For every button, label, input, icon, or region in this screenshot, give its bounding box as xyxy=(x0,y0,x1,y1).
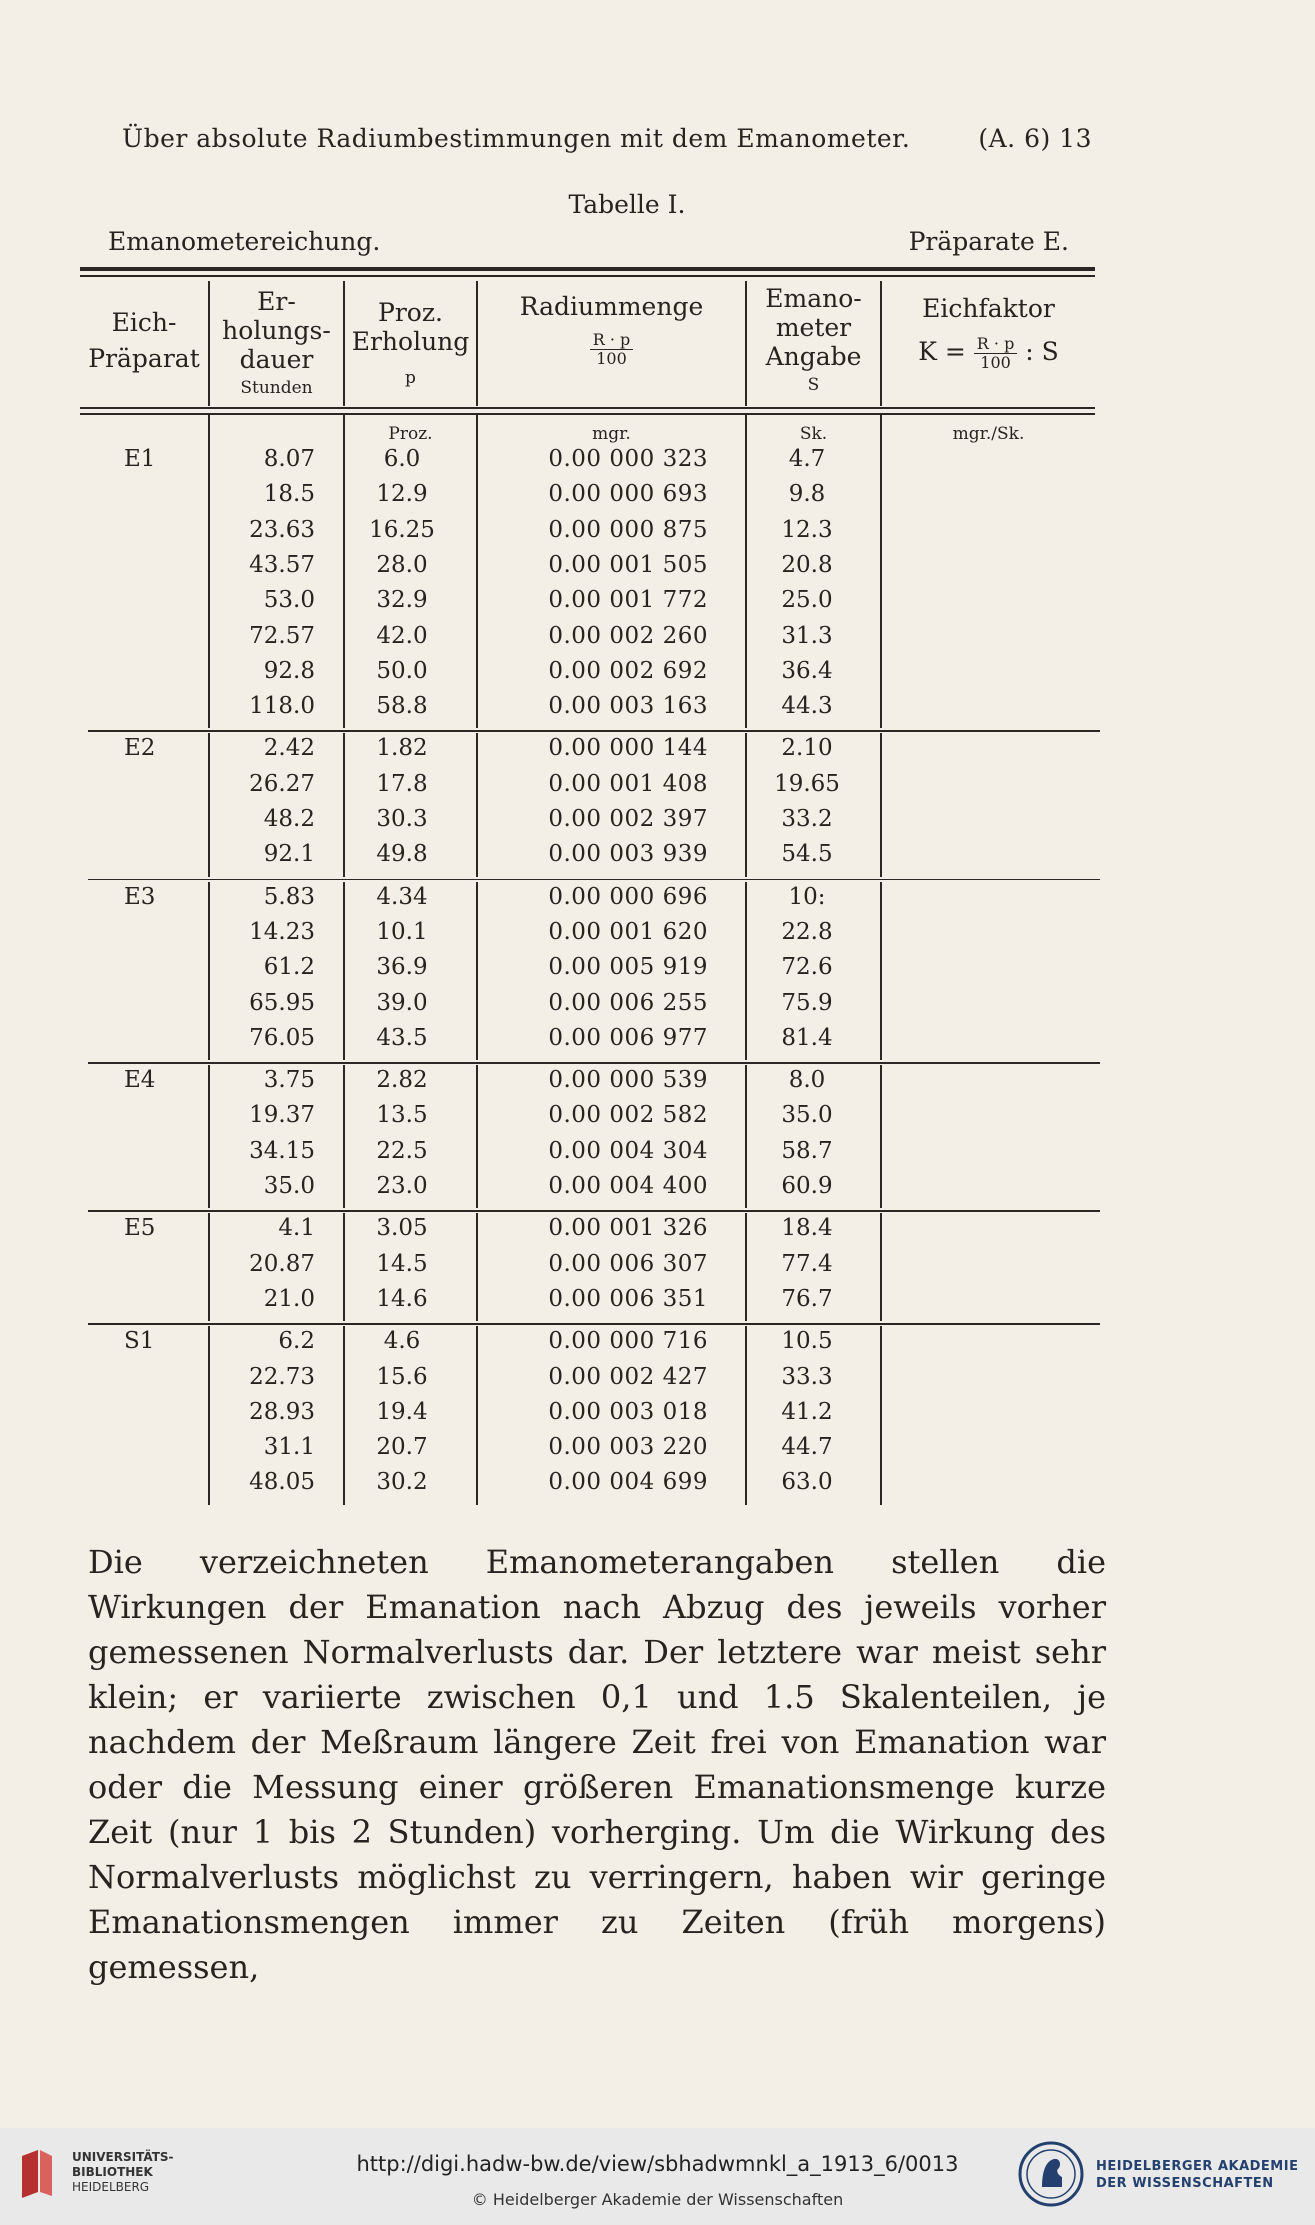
duration-cell: 48.05 xyxy=(249,1469,315,1496)
percent-cell: 19.4 xyxy=(376,1398,428,1425)
source-url-link[interactable]: http://digi.hadw-bw.de/view/sbhadwmnkl_a_1913_6/0013 xyxy=(356,2152,959,2176)
emanometer-cell: 2.10 xyxy=(781,735,833,762)
logo-text-line: HEIDELBERGER AKADEMIE xyxy=(1096,2159,1299,2174)
group-separator-rule xyxy=(88,1062,1100,1064)
radium-amount-cell: 0.00 000 875 xyxy=(548,516,708,543)
duration-cell: 76.05 xyxy=(249,1024,315,1051)
emanometer-cell: 60.9 xyxy=(781,1173,833,1199)
duration-cell: 31.1 xyxy=(263,1434,315,1461)
column-divider xyxy=(745,1213,747,1321)
percent-cell: 16.25 xyxy=(369,516,435,543)
percent-cell: 36.9 xyxy=(376,954,428,981)
radium-amount-cell: 0.00 001 772 xyxy=(548,587,708,614)
header-duration-line: holungs- xyxy=(222,316,331,345)
unit-emanometer: Sk. xyxy=(799,424,828,444)
header-prep xyxy=(80,308,208,373)
duration-cell: 92.8 xyxy=(263,657,315,684)
header-emanometer-symbol: S xyxy=(807,375,820,395)
logo-text-line: BIBLIOTHEK xyxy=(72,2165,153,2179)
percent-cell: 4.34 xyxy=(376,883,428,910)
duration-cell: 35.0 xyxy=(263,1173,315,1199)
duration-cell: 19.37 xyxy=(249,1102,315,1129)
header-duration xyxy=(210,287,343,403)
table-top-rule-thin xyxy=(80,275,1095,277)
column-divider xyxy=(880,1326,882,1505)
academy-logo-text xyxy=(1096,2158,1298,2192)
percent-cell: 42.0 xyxy=(376,622,428,649)
duration-cell: 53.0 xyxy=(263,587,315,614)
emanometer-cell: 18.4 xyxy=(781,1215,833,1242)
column-divider xyxy=(476,733,478,876)
radium-amount-cell: 0.00 001 326 xyxy=(548,1215,708,1242)
percent-cell: 4.6 xyxy=(383,1328,421,1355)
percent-cell: 32.9 xyxy=(376,587,428,614)
fraction-numerator: R · p xyxy=(590,331,634,350)
column-divider xyxy=(476,414,478,728)
percent-cell: 39.0 xyxy=(376,989,428,1016)
radium-amount-cell: 0.00 003 220 xyxy=(548,1434,708,1461)
emanometer-cell: 25.0 xyxy=(781,587,833,614)
emanometer-cell: 22.8 xyxy=(781,918,833,945)
table-title: Tabelle I. xyxy=(568,190,686,219)
percent-cell: 10.1 xyxy=(376,918,428,945)
header-percent-symbol: p xyxy=(405,368,416,388)
header-emanometer-line: Emano- xyxy=(765,284,862,313)
radium-amount-cell: 0.00 002 260 xyxy=(548,622,708,649)
formula-suffix: : S xyxy=(1025,337,1059,366)
emanometer-cell: 20.8 xyxy=(781,551,833,578)
emanometer-cell: 33.2 xyxy=(781,806,833,832)
radium-amount-cell: 0.00 003 939 xyxy=(548,841,708,868)
radium-amount-cell: 0.00 006 977 xyxy=(548,1024,708,1051)
column-divider xyxy=(208,1326,210,1505)
duration-cell: 118.0 xyxy=(249,693,315,720)
percent-cell: 49.8 xyxy=(376,841,428,868)
radium-amount-cell: 0.00 006 307 xyxy=(548,1250,708,1277)
column-divider xyxy=(880,733,882,876)
emanometer-cell: 36.4 xyxy=(781,657,833,684)
page-reference: (A. 6) 13 xyxy=(978,124,1092,153)
header-duration-line: dauer xyxy=(239,345,314,374)
table-subtitle-right: Präparate E. xyxy=(908,227,1069,256)
emanometer-cell: 8.0 xyxy=(788,1067,826,1094)
header-bottom-rule-2 xyxy=(80,413,1095,415)
group-separator-rule xyxy=(88,1323,1100,1325)
percent-cell: 30.3 xyxy=(376,806,428,832)
table-top-rule-thick xyxy=(80,267,1095,271)
header-prep-line: Eich- xyxy=(111,308,177,337)
emanometer-cell: 10: xyxy=(788,883,826,910)
percent-cell: 3.05 xyxy=(376,1215,428,1242)
preparation-label: S1 xyxy=(124,1328,155,1355)
radium-amount-cell: 0.00 005 919 xyxy=(548,954,708,981)
duration-cell: 43.57 xyxy=(249,551,315,578)
duration-cell: 34.15 xyxy=(249,1137,315,1164)
duration-cell: 4.1 xyxy=(278,1215,315,1242)
header-percent-line: Erholung xyxy=(351,327,470,356)
radium-amount-cell: 0.00 003 018 xyxy=(548,1398,708,1425)
preparation-label: E2 xyxy=(124,735,156,762)
column-divider xyxy=(343,733,345,876)
column-divider xyxy=(208,882,210,1061)
preparation-label: E4 xyxy=(124,1067,156,1094)
percent-cell: 23.0 xyxy=(376,1173,428,1199)
percent-cell: 30.2 xyxy=(376,1469,428,1496)
duration-cell: 65.95 xyxy=(249,989,315,1016)
duration-cell: 2.42 xyxy=(263,735,315,762)
emanometer-cell: 9.8 xyxy=(788,481,826,508)
radium-amount-cell: 0.00 004 304 xyxy=(548,1137,708,1164)
emanometer-cell: 35.0 xyxy=(781,1102,833,1129)
group-separator-rule xyxy=(88,1210,1100,1212)
percent-cell: 12.9 xyxy=(376,481,428,508)
duration-cell: 23.63 xyxy=(249,516,315,543)
percent-cell: 2.82 xyxy=(376,1067,428,1094)
radium-amount-cell: 0.00 000 539 xyxy=(548,1067,708,1094)
radium-amount-cell: 0.00 002 692 xyxy=(548,657,708,684)
radium-amount-cell: 0.00 002 427 xyxy=(548,1363,708,1390)
formula-prefix: K = xyxy=(918,337,966,366)
column-divider xyxy=(880,1213,882,1321)
column-divider xyxy=(343,1213,345,1321)
logo-text-line: DER WISSENSCHAFTEN xyxy=(1096,2176,1274,2191)
column-divider xyxy=(208,733,210,876)
column-divider xyxy=(745,1065,747,1208)
running-head-title: Über absolute Radiumbestimmungen mit dem Emanometer. xyxy=(122,124,911,153)
emanometer-cell: 76.7 xyxy=(781,1285,833,1312)
header-radium-formula xyxy=(478,331,745,368)
header-percent xyxy=(345,298,476,393)
column-divider xyxy=(208,1065,210,1208)
copyright-notice: © Heidelberger Akademie der Wissenschaften xyxy=(471,2190,844,2209)
preparation-label: E5 xyxy=(124,1215,156,1242)
emanometer-cell: 44.7 xyxy=(781,1434,833,1461)
radium-amount-cell: 0.00 004 699 xyxy=(548,1469,708,1496)
group-separator-rule xyxy=(88,879,1100,881)
percent-cell: 20.7 xyxy=(376,1434,428,1461)
duration-cell: 20.87 xyxy=(249,1250,315,1277)
header-prep-line: Präparat xyxy=(88,344,200,373)
body-paragraph: Die verzeichneten Emanometerangaben stellen die Wirkungen der Emanation nach Abzug des jeweils vorher gemessenen Normalverlusts dar. Der letztere war meist sehr klein; er variierte zwischen 0,1 und 1.5 Skalenteilen, je nachdem der Meßraum längere Zeit frei von Emanation war oder die Messung einer größeren Emanationsmenge kurze Zeit (nur 1 bis 2 Stunden) vorherging. Um die Wirkung des Normalverlusts möglichst zu verringern, haben wir geringe Emanationsmengen immer zu Zeiten (früh morgens) gemessen, xyxy=(88,1543,1106,1986)
duration-cell: 8.07 xyxy=(263,446,315,472)
radium-amount-cell: 0.00 001 408 xyxy=(548,770,708,797)
logo-text-line: HEIDELBERG xyxy=(72,2180,150,2194)
emanometer-cell: 41.2 xyxy=(781,1398,833,1425)
percent-cell: 13.5 xyxy=(376,1102,428,1129)
duration-cell: 6.2 xyxy=(278,1328,315,1355)
duration-cell: 72.57 xyxy=(249,622,315,649)
radium-amount-cell: 0.00 000 323 xyxy=(548,446,708,472)
header-emanometer-line: Angabe xyxy=(765,342,862,371)
fraction-denominator: 100 xyxy=(596,349,627,368)
duration-cell: 28.93 xyxy=(249,1398,315,1425)
percent-cell: 1.82 xyxy=(376,735,428,762)
percent-cell: 14.6 xyxy=(376,1285,428,1312)
table-subtitle-left: Emanometereichung. xyxy=(108,227,381,256)
radium-amount-cell: 0.00 004 400 xyxy=(548,1173,708,1199)
header-radium-line: Radiummenge xyxy=(519,292,704,321)
column-divider xyxy=(880,414,882,728)
unit-radium: mgr. xyxy=(592,424,631,444)
radium-amount-cell: 0.00 006 255 xyxy=(548,989,708,1016)
column-divider xyxy=(343,1065,345,1208)
emanometer-cell: 33.3 xyxy=(781,1363,833,1390)
preparation-label: E3 xyxy=(124,883,156,910)
percent-cell: 14.5 xyxy=(376,1250,428,1277)
header-radium xyxy=(478,292,745,368)
percent-cell: 43.5 xyxy=(376,1024,428,1051)
fraction-numerator: R · p xyxy=(974,335,1018,354)
radium-amount-cell: 0.00 001 620 xyxy=(548,918,708,945)
column-divider xyxy=(745,882,747,1061)
header-factor-line: Eichfaktor xyxy=(922,294,1055,323)
radium-amount-cell: 0.00 002 582 xyxy=(548,1102,708,1129)
column-divider xyxy=(476,1065,478,1208)
duration-cell: 5.83 xyxy=(263,883,315,910)
radium-amount-cell: 0.00 001 505 xyxy=(548,551,708,578)
radium-amount-cell: 0.00 000 693 xyxy=(548,481,708,508)
column-divider xyxy=(476,1213,478,1321)
emanometer-cell: 19.65 xyxy=(774,770,840,797)
duration-cell: 3.75 xyxy=(263,1067,315,1094)
radium-amount-cell: 0.00 006 351 xyxy=(548,1285,708,1312)
duration-cell: 61.2 xyxy=(263,954,315,981)
column-divider xyxy=(343,882,345,1061)
academy-seal-icon xyxy=(1018,2141,1084,2207)
column-divider xyxy=(476,882,478,1061)
column-divider xyxy=(476,1326,478,1505)
header-percent-line: Proz. xyxy=(378,298,443,327)
radium-amount-cell: 0.00 000 696 xyxy=(548,883,708,910)
duration-cell: 92.1 xyxy=(263,841,315,868)
percent-cell: 50.0 xyxy=(376,657,428,684)
emanometer-cell: 54.5 xyxy=(781,841,833,868)
percent-cell: 28.0 xyxy=(376,551,428,578)
column-divider xyxy=(343,414,345,728)
emanometer-cell: 75.9 xyxy=(781,989,833,1016)
duration-cell: 21.0 xyxy=(263,1285,315,1312)
group-separator-rule xyxy=(88,730,1100,732)
emanometer-cell: 44.3 xyxy=(781,693,833,720)
unit-factor: mgr./Sk. xyxy=(952,424,1025,444)
radium-amount-cell: 0.00 003 163 xyxy=(548,693,708,720)
unit-percent: Proz. xyxy=(388,424,433,444)
radium-amount-cell: 0.00 000 144 xyxy=(548,735,708,762)
header-factor-formula xyxy=(882,335,1095,372)
header-emanometer xyxy=(747,284,880,400)
column-divider xyxy=(343,1326,345,1505)
column-divider xyxy=(208,414,210,728)
percent-cell: 22.5 xyxy=(376,1137,428,1164)
emanometer-cell: 72.6 xyxy=(781,954,833,981)
column-divider xyxy=(880,1065,882,1208)
column-divider xyxy=(745,1326,747,1505)
emanometer-cell: 31.3 xyxy=(781,622,833,649)
emanometer-cell: 4.7 xyxy=(788,446,826,472)
percent-cell: 58.8 xyxy=(376,693,428,720)
duration-cell: 26.27 xyxy=(249,770,315,797)
percent-cell: 6.0 xyxy=(383,446,421,472)
duration-cell: 18.5 xyxy=(263,481,315,508)
header-factor xyxy=(882,294,1095,372)
duration-cell: 48.2 xyxy=(263,806,315,832)
column-divider xyxy=(745,733,747,876)
radium-amount-cell: 0.00 002 397 xyxy=(548,806,708,832)
preparation-label: E1 xyxy=(124,446,156,472)
running-head xyxy=(122,124,1092,153)
header-emanometer-line: meter xyxy=(775,313,852,342)
header-bottom-rule-1 xyxy=(80,407,1095,409)
emanometer-cell: 12.3 xyxy=(781,516,833,543)
column-divider xyxy=(880,882,882,1061)
column-divider xyxy=(745,414,747,728)
emanometer-cell: 77.4 xyxy=(781,1250,833,1277)
logo-text-line: UNIVERSITÄTS- xyxy=(72,2150,174,2164)
percent-cell: 15.6 xyxy=(376,1363,428,1390)
percent-cell: 17.8 xyxy=(376,770,428,797)
radium-amount-cell: 0.00 000 716 xyxy=(548,1328,708,1355)
emanometer-cell: 10.5 xyxy=(781,1328,833,1355)
header-duration-unit: Stunden xyxy=(240,378,313,398)
duration-cell: 22.73 xyxy=(249,1363,315,1390)
emanometer-cell: 58.7 xyxy=(781,1137,833,1164)
duration-cell: 14.23 xyxy=(249,918,315,945)
emanometer-cell: 63.0 xyxy=(781,1469,833,1496)
footer-bar xyxy=(0,2128,1315,2225)
header-duration-line: Er- xyxy=(257,287,296,316)
fraction-denominator: 100 xyxy=(980,353,1011,372)
emanometer-cell: 81.4 xyxy=(781,1024,833,1051)
column-divider xyxy=(208,1213,210,1321)
